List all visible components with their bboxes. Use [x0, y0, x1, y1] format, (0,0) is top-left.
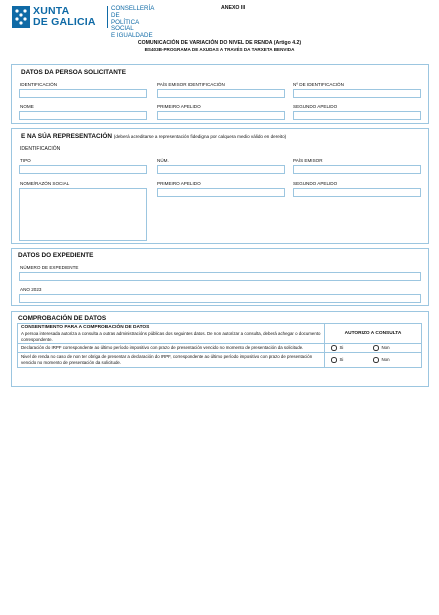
- issuing-country-field[interactable]: [157, 89, 285, 98]
- rep-first-surname-field[interactable]: [157, 188, 285, 197]
- rep-issuing-country-label: PAÍS EMISOR: [293, 158, 323, 163]
- rep-first-surname-label: PRIMEIRO APELIDO: [157, 181, 201, 186]
- authorize-header: AUTORIZO A CONSULTA: [325, 324, 422, 344]
- second-surname-label: SEGUNDO APELIDO: [293, 104, 338, 109]
- file-number-label: NÚMERO DE EXPEDIENTE: [20, 265, 79, 270]
- rep-identification-label: IDENTIFICACIÓN: [20, 146, 61, 152]
- radio-icon: [331, 357, 337, 363]
- irpf-no-label: Non: [381, 345, 390, 351]
- consent-header-row: [18, 324, 422, 344]
- year-label: ANO 2023: [20, 287, 42, 292]
- representation-note: (deberá acreditarse a representación fidedigna por calquera medio válido en dereito): [113, 134, 287, 139]
- dept-line-1: CONSELLERÍA DE: [111, 5, 154, 19]
- rep-second-surname-field[interactable]: [293, 188, 421, 197]
- consent-row: [18, 344, 422, 353]
- file-section: [11, 248, 429, 306]
- applicant-heading: DATOS DA PERSOA SOLICITANTE: [21, 69, 126, 76]
- first-surname-field[interactable]: [157, 111, 285, 120]
- form-title: COMUNICACIÓN DE VARIACIÓN DO NIVEL DE RENDA (Artigo 4.2): [137, 40, 302, 46]
- xunta-logo: [12, 4, 162, 40]
- first-surname-label: PRIMEIRO APELIDO: [157, 104, 201, 109]
- radio-icon: [373, 345, 379, 351]
- income-no-label: Non: [381, 357, 390, 363]
- consent-header-cell: [18, 324, 325, 344]
- logo-line-2: DE GALICIA: [33, 15, 96, 28]
- representation-heading-text: E NA SÚA REPRESENTACIÓN: [21, 133, 113, 140]
- rep-number-field[interactable]: [157, 165, 285, 174]
- consent-title: CONSENTIMENTO PARA A COMPROBACIÓN DE DATOS: [21, 325, 150, 330]
- file-number-field[interactable]: [19, 272, 421, 281]
- income-no-option[interactable]: [373, 357, 415, 363]
- form-subtitle: BS403B-PROGRAMA DE AXUDAS A TRAVÉS DA TARXETA BENVIDA: [144, 47, 295, 52]
- representation-section: [11, 128, 429, 244]
- rep-type-field[interactable]: [19, 165, 147, 174]
- irpf-yes-label: Si: [339, 345, 344, 351]
- income-yes-label: Si: [339, 357, 344, 363]
- rep-company-name-label: NOME/RAZÓN SOCIAL: [20, 181, 70, 186]
- consent-row-options: [325, 344, 422, 353]
- year-field[interactable]: [19, 294, 421, 303]
- rep-company-name-field[interactable]: [19, 188, 147, 241]
- consent-row-text: Declaración do IRPF correspondente ao último período impositivo con prazo de presentación vencido no momento de presentación da solicitude.: [18, 344, 325, 353]
- logo-line-1: XUNTA: [33, 5, 70, 17]
- annex-label: ANEXO III: [221, 5, 246, 11]
- verification-section: [11, 311, 429, 387]
- consent-row: [18, 353, 422, 368]
- income-yes-option[interactable]: [331, 357, 373, 363]
- issuing-country-label: PAÍS EMISOR IDENTIFICACIÓN: [157, 82, 225, 87]
- consent-row-text: Nivel de renda no caso de non ter obriga de presentar a declaración do IRPF, correspondente ao último período impositivo con prazo de presentación vencido no momento de presentación da solicitude.: [18, 353, 325, 368]
- file-heading: DATOS DO EXPEDIENTE: [18, 252, 94, 259]
- consent-row-options: [325, 353, 422, 368]
- second-surname-field[interactable]: [293, 111, 421, 120]
- rep-second-surname-label: SEGUNDO APELIDO: [293, 181, 338, 186]
- representation-heading: [21, 133, 286, 140]
- name-field[interactable]: [19, 111, 147, 120]
- id-number-field[interactable]: [293, 89, 421, 98]
- irpf-no-option[interactable]: [373, 345, 415, 351]
- consent-text: A persoa interesada autoriza a consulta a outras administracións públicas dos seguintes datos. De non autorizar a consulta, deberá achegar o documento correspondente.: [21, 330, 321, 342]
- verification-heading: COMPROBACIÓN DE DATOS: [18, 315, 107, 322]
- logo-text: [33, 6, 96, 27]
- xunta-emblem-icon: [12, 6, 30, 28]
- rep-number-label: NÚM.: [157, 158, 169, 163]
- consent-table: [17, 323, 422, 368]
- radio-icon: [331, 345, 337, 351]
- department-name: [111, 6, 162, 40]
- irpf-yes-option[interactable]: [331, 345, 373, 351]
- dept-line-3: E IGUALDADE: [111, 32, 153, 40]
- name-label: NOME: [20, 104, 34, 109]
- rep-issuing-country-field[interactable]: [293, 165, 421, 174]
- logo-separator: [107, 6, 108, 28]
- dept-line-2: POLÍTICA SOCIAL: [111, 18, 139, 33]
- rep-type-label: TIPO: [20, 158, 31, 163]
- applicant-section: [11, 64, 429, 124]
- radio-icon: [373, 357, 379, 363]
- id-number-label: Nº DE IDENTIFICACIÓN: [293, 82, 344, 87]
- identification-field[interactable]: [19, 89, 147, 98]
- identification-label: IDENTIFICACIÓN: [20, 82, 58, 87]
